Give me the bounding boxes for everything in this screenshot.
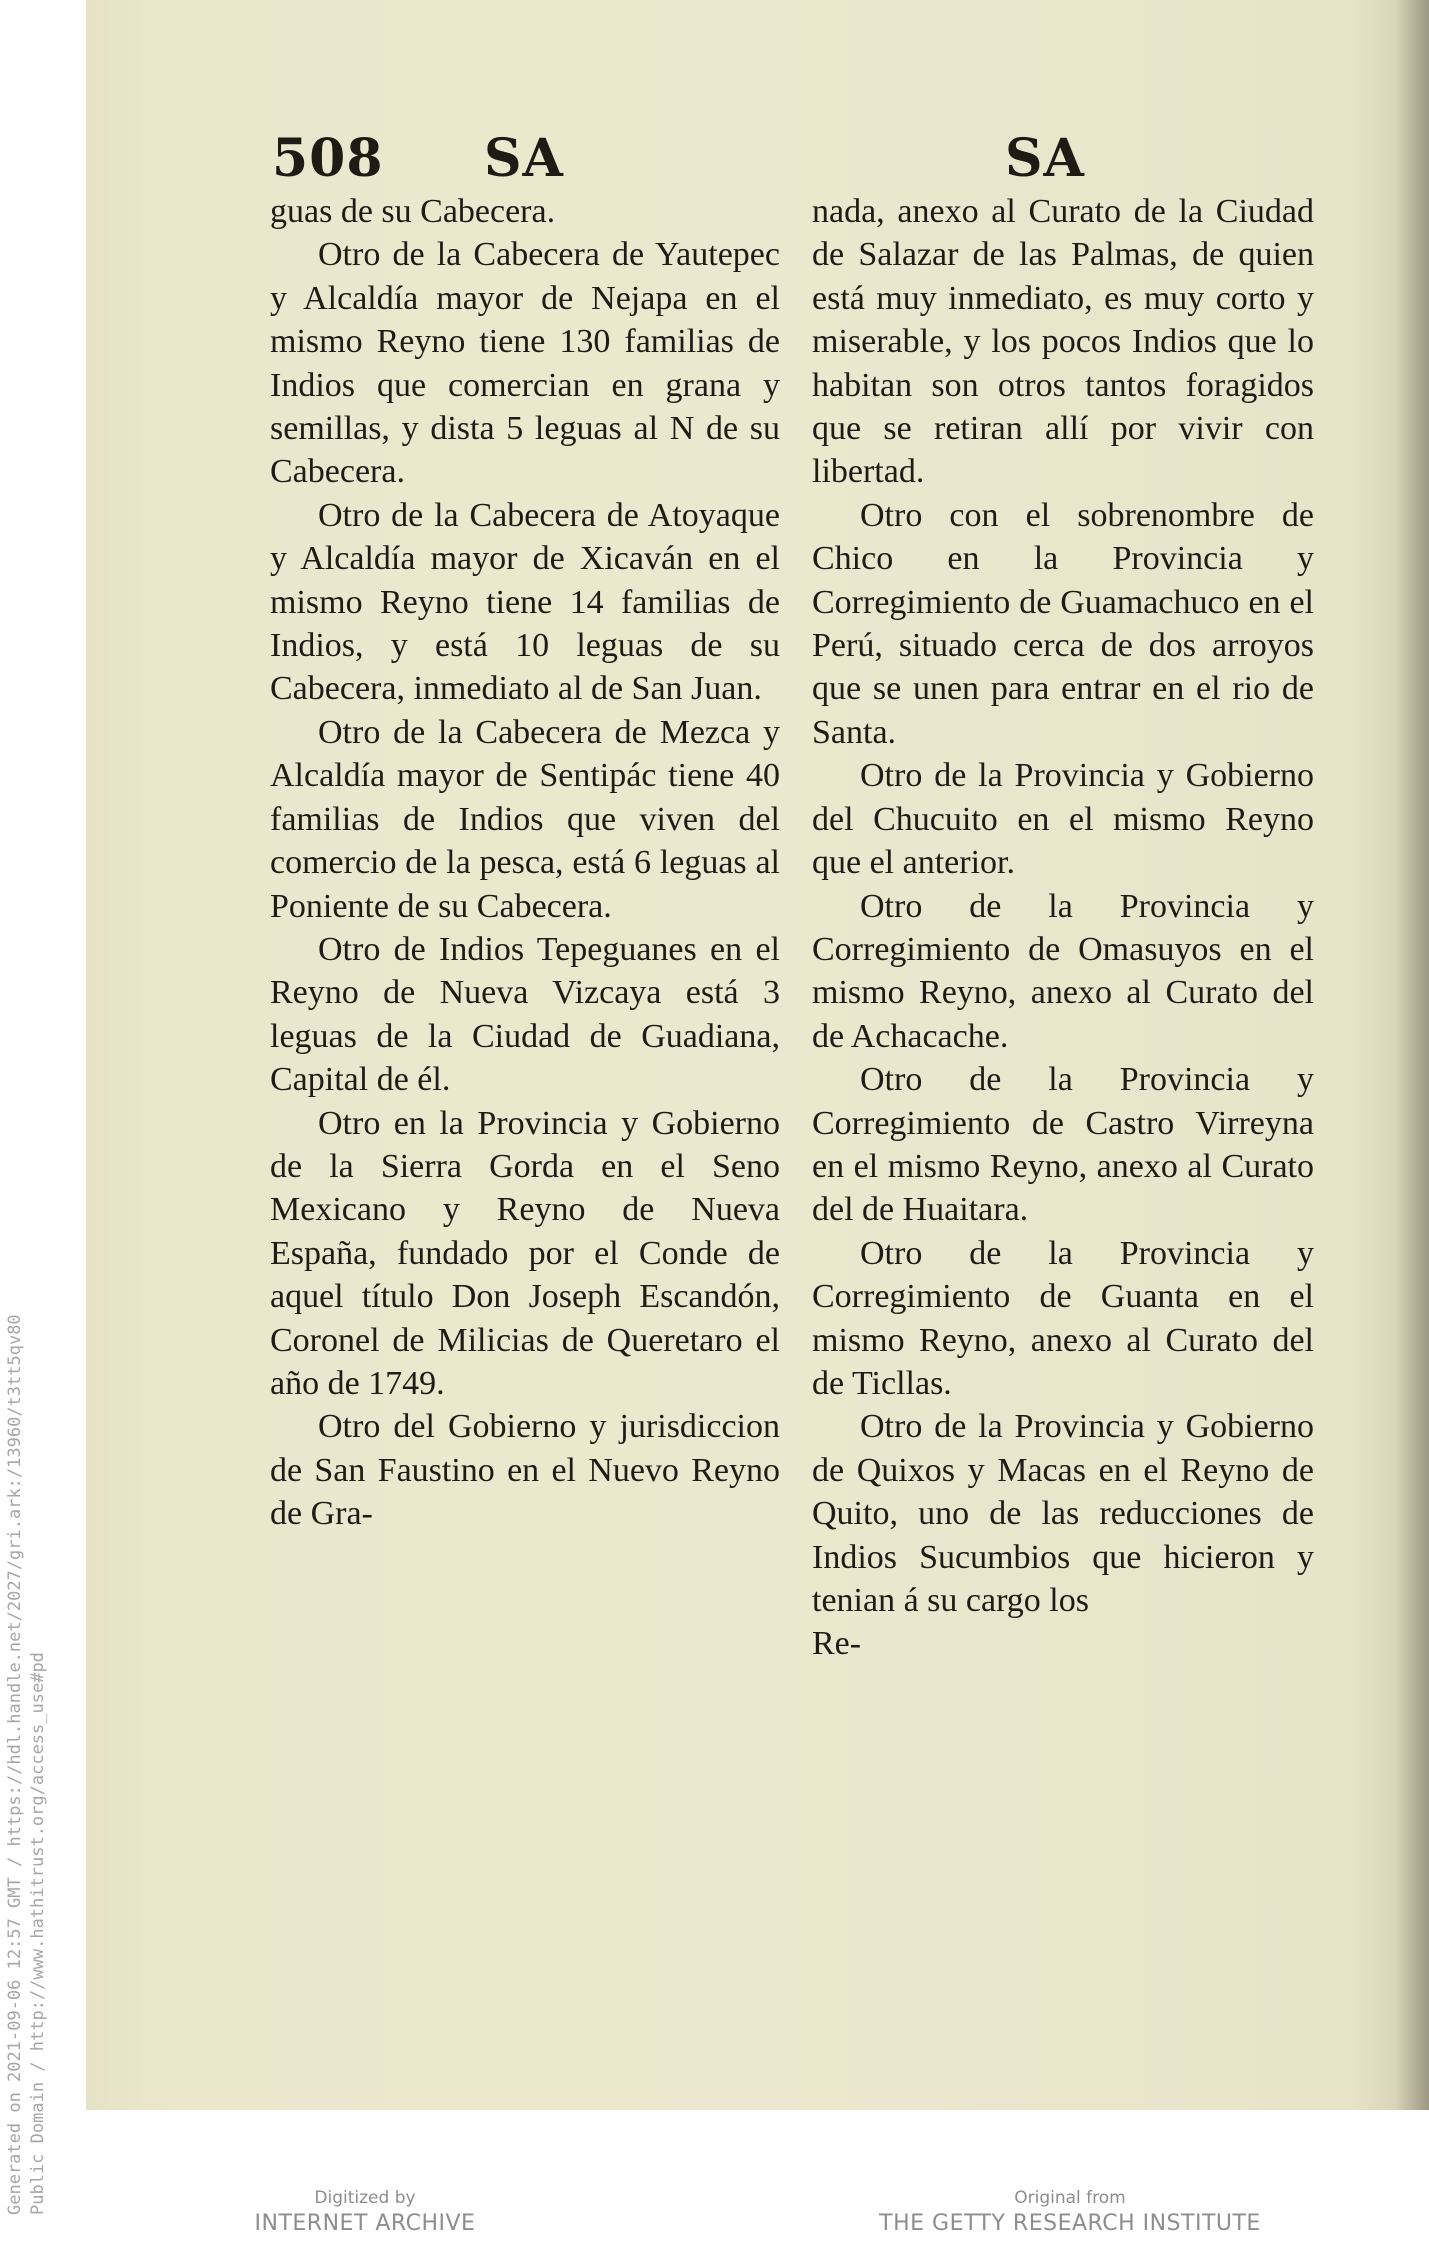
paragraph: Otro de la Provincia y Gobierno del Chucuito en el mismo Reyno que el anterior. <box>812 757 1314 882</box>
page-number: 508 <box>272 128 384 189</box>
paragraph: Otro del Gobierno y jurisdiccion de San Faustino en el Nuevo Reyno de Gra- <box>270 1408 780 1533</box>
paragraph: Otro de la Provincia y Gobierno de Quixos y Macas en el Reyno de Quito, uno de las reducciones de Indios Sucumbios que hicieron y tenian á su cargo los <box>812 1408 1314 1619</box>
stamp-line-public-domain: Public Domain / http://www.hathitrust.org/access_use#pd <box>28 1652 48 2215</box>
paragraph: Otro de la Cabecera de Atoyaque y Alcaldía mayor de Xicaván en el mismo Reyno tiene 14 familias de Indios, y está 10 leguas de su Cabecera, inmediato al de San Juan. <box>270 496 780 708</box>
footer-digitizer-name: INTERNET ARCHIVE <box>254 2211 476 2236</box>
catchword: Re- <box>812 1625 862 1663</box>
footer-original <box>840 2187 1300 2239</box>
footer-digitized-label: Digitized by <box>314 2188 416 2208</box>
paragraph: Otro de la Cabecera de Mezca y Alcaldía mayor de Sentipác tiene 40 familias de Indios que viven del comercio de la pesca, está 6 leguas al Poniente de su Cabecera. <box>270 713 780 925</box>
footer-original-label: Original from <box>1014 2188 1126 2208</box>
paragraph: Otro de la Provincia y Corregimiento de Castro Virreyna en el mismo Reyno, anexo al Curato del de Huaitara. <box>812 1061 1314 1229</box>
paragraph: Otro de la Provincia y Corregimiento de Omasuyos en el mismo Reyno, anexo al Curato del de Achacache. <box>812 887 1314 1055</box>
hathitrust-stamp <box>4 1095 50 2215</box>
paragraph: guas de su Cabecera. <box>270 193 556 230</box>
running-head-left: SA <box>484 128 564 189</box>
paragraph: Otro de Indios Tepeguanes en el Reyno de Nueva Vizcaya está 3 leguas de la Ciudad de Guadiana, Capital de él. <box>270 930 780 1099</box>
paragraph: Otro de la Provincia y Corregimiento de Guanta en el mismo Reyno, anexo al Curato del de Ticllas. <box>812 1234 1314 1402</box>
paragraph: Otro de la Cabecera de Yautepec y Alcaldía mayor de Nejapa en el mismo Reyno tiene 130 familias de Indios que comercian en grana y semillas, y dista 5 leguas al N de su Cabecera. <box>270 236 780 491</box>
right-column <box>812 190 1314 1666</box>
stamp-line-generated: Generated on 2021-09-06 12:57 GMT / https://hdl.handle.net/2027/gri.ark:/13960/t3tt5qv80 <box>5 1314 25 2215</box>
footer-original-source: THE GETTY RESEARCH INSTITUTE <box>879 2211 1261 2236</box>
running-head-right: SA <box>1005 128 1085 189</box>
paragraph: Otro en la Provincia y Gobierno de la Sierra Gorda en el Seno Mexicano y Reyno de Nueva España, fundado por el Conde de aquel título Don Joseph Escandón, Coronel de Milicias de Queretaro el año de 1749. <box>270 1104 780 1402</box>
footer-digitized <box>180 2187 550 2239</box>
paragraph: Otro con el sobrenombre de Chico en la Provincia y Corregimiento de Guamachuco en el Perú, situado cerca de dos arroyos que se unen para entrar en el rio de Santa. <box>812 496 1314 751</box>
left-column <box>270 190 780 1536</box>
paragraph: nada, anexo al Curato de la Ciudad de Salazar de las Palmas, de quien está muy inmediato, es muy corto y miserable, y los pocos Indios que lo habitan son otros tantos foragidos que se retiran allí por vivir con libertad. <box>812 193 1314 491</box>
